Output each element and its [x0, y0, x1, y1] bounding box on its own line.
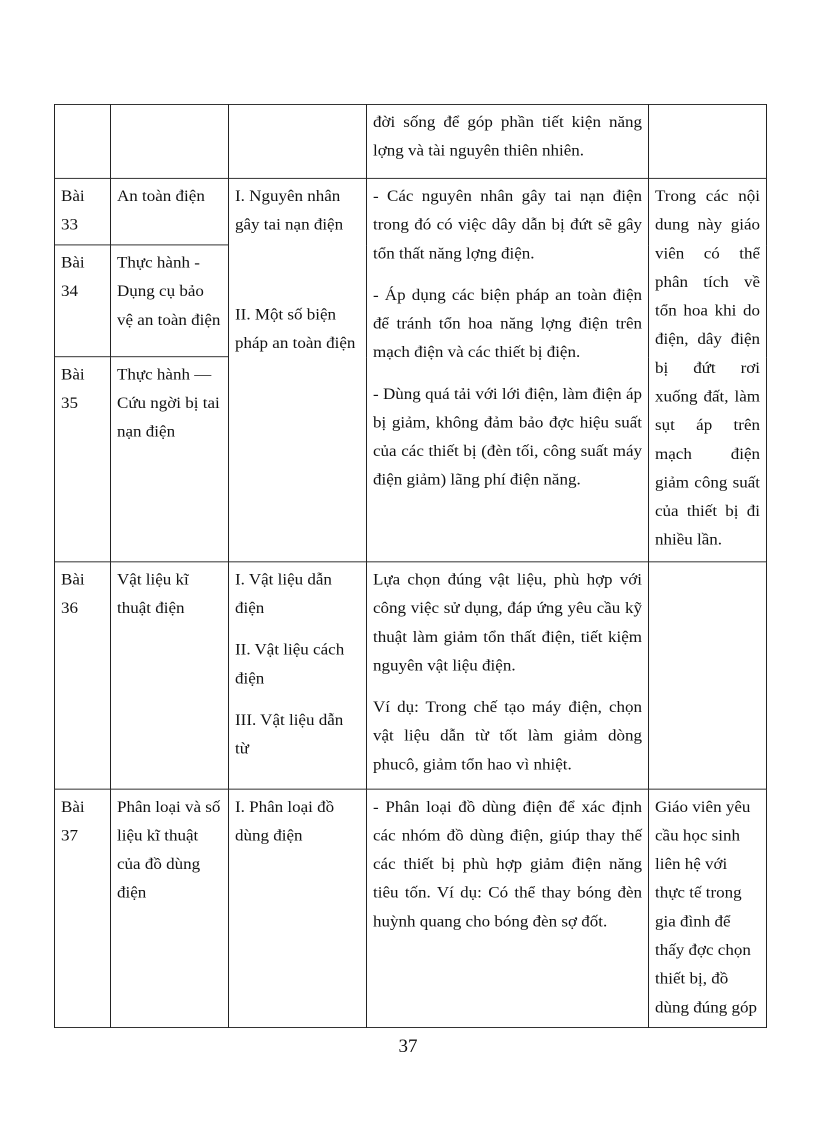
table-row	[55, 789, 767, 1027]
content-cell	[367, 562, 649, 789]
note-cell: Giáo viên yêu cầu học sinh liên hệ với thực tế trong gia đình để thấy đợc chọn thiết bị, đồ dùng đúng góp	[649, 789, 767, 1027]
content-paragraph: Lựa chọn đúng vật liệu, phù hợp với công việc sử dụng, đáp ứng yêu cầu kỹ thuật làm giảm tổn thất điện, tiết kiệm nguyên vật liệu điện.	[373, 570, 642, 675]
table-row	[55, 104, 767, 178]
table-row	[55, 562, 767, 789]
lesson-title-cell: Thực hành — Cứu ngời bị tai nạn điện	[111, 357, 229, 562]
lesson-title-cell: An toàn điện	[111, 178, 229, 245]
section-heading: III. Vật liệu dẫn từ	[235, 711, 344, 758]
lesson-number-cell: Bài 36	[55, 562, 111, 789]
lesson-number-cell: Bài 34	[55, 245, 111, 357]
lesson-title-cell: Thực hành - Dụng cụ bảo vệ an toàn điện	[111, 245, 229, 357]
content-paragraph: - Áp dụng các biện pháp an toàn điện để tránh tổn hoa năng lợng điện trên mạch điện và các thiết bị điện.	[373, 286, 642, 361]
table-row	[55, 178, 767, 245]
section-cell	[229, 562, 367, 789]
content-paragraph: Ví dụ: Trong chế tạo máy điện, chọn vật liệu dẫn từ tốt làm giảm dòng phucô, giảm tổn hao vì nhiệt.	[373, 698, 642, 773]
section-cell: I. Phân loại đồ dùng điện	[229, 789, 367, 1027]
content-paragraph: - Phân loại đồ dùng điện để xác định các nhóm đồ dùng điện, giúp thay thế các thiết bị phù hợp giảm điện năng tiêu tốn. Ví dụ: Có thể thay bóng đèn huỳnh quang cho bóng đèn sợ đốt.	[373, 797, 642, 931]
section-heading: II. Một số biện pháp an toàn điện	[235, 305, 356, 352]
lesson-table	[54, 104, 767, 1028]
content-cell	[367, 104, 649, 178]
lesson-number-cell	[55, 104, 111, 178]
section-heading: I. Vật liệu dẫn điện	[235, 570, 332, 617]
note-cell: Trong các nội dung này giáo viên có thể phân tích về tổn hoa khi do điện, dây điện bị đứt rơi xuống đất, làm sụt áp trên mạch điện giảm công suất của thiết bị đi nhiều lần.	[649, 178, 767, 561]
content-paragraph: - Dùng quá tải với lới điện, làm điện áp bị giảm, không đảm bảo đợc hiệu suất của các thiết bị (đèn tối, công suất máy điện giảm) lãng phí điện năng.	[373, 384, 642, 489]
content-paragraph: đời sống để góp phần tiết kiện năng lợng và tài nguyên thiên nhiên.	[373, 113, 642, 160]
page-number: 37	[398, 1036, 418, 1057]
content-cell	[367, 178, 649, 561]
lesson-number-cell: Bài 33	[55, 178, 111, 245]
lesson-number-cell: Bài 37	[55, 789, 111, 1027]
section-cell	[229, 104, 367, 178]
lesson-title-cell: Phân loại và số liệu kĩ thuật của đồ dùng điện	[111, 789, 229, 1027]
section-cell	[229, 178, 367, 561]
note-cell	[649, 562, 767, 789]
lesson-title-cell	[111, 104, 229, 178]
section-heading: II. Vật liệu cách điện	[235, 640, 345, 688]
content-cell	[367, 789, 649, 1027]
lesson-title-cell: Vật liệu kĩ thuật điện	[111, 562, 229, 789]
content-paragraph: - Các nguyên nhân gây tai nạn điện trong đó có việc dây dẫn bị đứt sẽ gây tổn thất năng lợng điện.	[373, 187, 642, 263]
section-heading: I. Nguyên nhân gây tai nạn điện	[235, 187, 344, 234]
lesson-number-cell: Bài 35	[55, 357, 111, 562]
note-cell	[649, 104, 767, 178]
